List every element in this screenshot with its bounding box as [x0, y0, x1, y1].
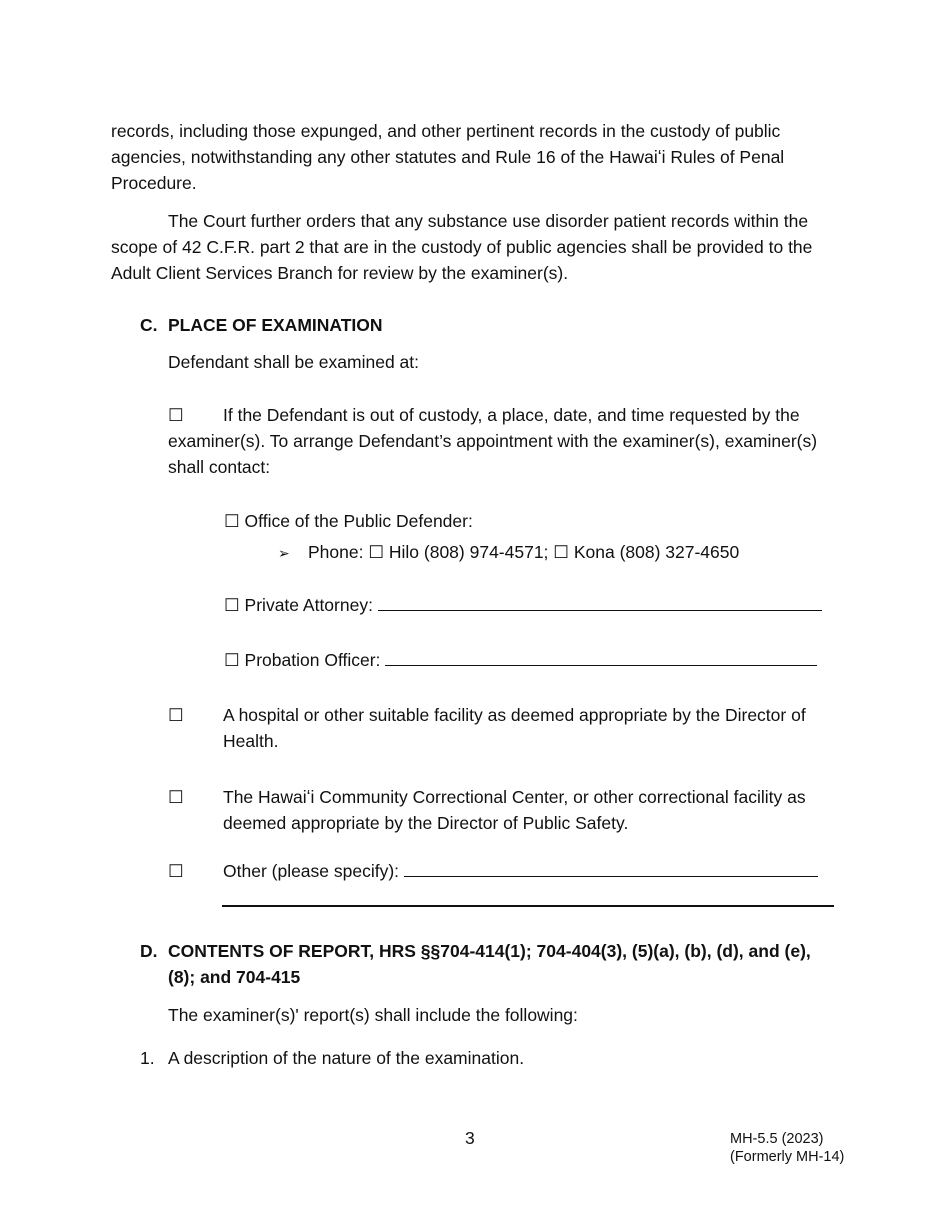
option-hospital-text: A hospital or other suitable facility as deemed appropriate by the Director of Health. [223, 705, 806, 751]
private-attorney-fill-line[interactable] [378, 592, 822, 611]
section-c-letter: C. [140, 315, 158, 335]
intro-paragraph-2: The Court further orders that any substance use disorder patient records within the scope of 42 C.F.R. part 2 that are in the custody of public agencies shall be provided to the Adult Client Services Branch for review by the examiner(s). [111, 211, 813, 283]
option-hccc-text: The Hawaiʻi Community Correctional Center, or other correctional facility as deemed appropriate by the Director of Public Safety. [223, 787, 806, 833]
form-id: MH-5.5 (2023) [730, 1131, 824, 1147]
checkbox-hccc[interactable]: ☐ [168, 787, 184, 807]
option-out-of-custody [168, 402, 828, 480]
section-d-title: CONTENTS OF REPORT, HRS §§704-414(1); 704-404(3), (5)(a), (b), (d), and (e), (8); and 704-415 [168, 941, 811, 987]
form-formerly: (Formerly MH-14) [730, 1149, 845, 1165]
option-other [223, 858, 833, 884]
option-out-of-custody-text: If the Defendant is out of custody, a place, date, and time requested by the examiner(s). To arrange Defendant’s appointment with the examiner(s), examiner(s) shall contact: [168, 405, 818, 477]
list-item-number: 1. [140, 1048, 155, 1068]
other-fill-line[interactable] [404, 858, 818, 877]
phone-numbers: Phone: ☐ Hilo (808) 974-4571; ☐ Kona (808) 327-4650 [308, 542, 740, 562]
private-attorney-label[interactable]: ☐ Private Attorney: [224, 595, 373, 615]
probation-officer-label[interactable]: ☐ Probation Officer: [224, 650, 381, 670]
option-other-label: Other (please specify): [223, 861, 400, 881]
contact-probation-officer [224, 647, 817, 673]
checkbox[interactable]: ☐ [168, 405, 184, 425]
section-d-letter: D. [140, 941, 158, 961]
list-item-text: A description of the nature of the examination. [168, 1048, 525, 1068]
contact-public-defender[interactable]: ☐ Office of the Public Defender: [224, 511, 473, 531]
probation-officer-fill-line[interactable] [385, 647, 817, 666]
intro-paragraph-1: records, including those expunged, and other pertinent records in the custody of public agencies, notwithstanding any other statutes and Rule 16 of the Hawaiʻi Rules of Penal Procedure. [111, 121, 785, 193]
other-second-fill-line[interactable] [222, 905, 834, 907]
arrow-bullet-icon: ➢ [278, 545, 290, 561]
contact-phone [278, 539, 739, 566]
form-identifier [730, 1130, 844, 1166]
checkbox-other[interactable]: ☐ [168, 861, 184, 881]
page-number: 3 [465, 1128, 475, 1148]
section-c-lead: Defendant shall be examined at: [168, 352, 419, 372]
checkbox-hospital[interactable]: ☐ [168, 705, 184, 725]
section-d-lead: The examiner(s)' report(s) shall include the following: [168, 1005, 578, 1025]
section-c-title: PLACE OF EXAMINATION [168, 315, 383, 335]
contact-private-attorney [224, 592, 822, 618]
